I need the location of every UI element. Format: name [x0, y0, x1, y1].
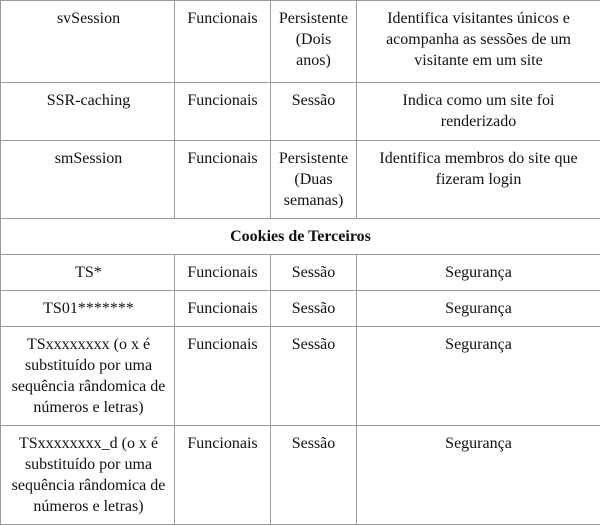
table-row — [1, 1, 600, 83]
table-row — [1, 255, 600, 291]
cookie-type: Funcionais — [175, 327, 271, 426]
cookie-type: Funcionais — [175, 1, 271, 83]
cookie-name: TS01******* — [1, 291, 175, 327]
cookie-purpose: Indica como um site foi renderizado — [357, 83, 600, 141]
table-row — [1, 141, 600, 219]
cookie-type: Funcionais — [175, 291, 271, 327]
cookie-duration: Sessão — [271, 83, 357, 141]
cookie-duration: Sessão — [271, 291, 357, 327]
cookie-name: SSR-caching — [1, 83, 175, 141]
cookie-duration: Persistente (Dois anos) — [271, 1, 357, 83]
cookie-duration: Sessão — [271, 426, 357, 525]
section-title: Cookies de Terceiros — [1, 219, 600, 255]
table-row — [1, 291, 600, 327]
cookie-name: svSession — [1, 1, 175, 83]
table-row — [1, 83, 600, 141]
cookie-duration: Sessão — [271, 255, 357, 291]
table-row — [1, 327, 600, 426]
cookie-type: Funcionais — [175, 141, 271, 219]
cookie-name: smSession — [1, 141, 175, 219]
cookie-duration: Persistente (Duas semanas) — [271, 141, 357, 219]
cookie-purpose: Segurança — [357, 327, 600, 426]
cookie-name: TSxxxxxxxx_d (o x é substituído por uma sequência rândomica de números e letras) — [1, 426, 175, 525]
cookie-type: Funcionais — [175, 255, 271, 291]
cookie-name: TSxxxxxxxx (o x é substituído por uma sequência rândomica de números e letras) — [1, 327, 175, 426]
cookie-purpose: Segurança — [357, 426, 600, 525]
table-row — [1, 426, 600, 525]
cookie-duration: Sessão — [271, 327, 357, 426]
cookie-purpose: Identifica membros do site que fizeram login — [357, 141, 600, 219]
cookie-purpose: Segurança — [357, 255, 600, 291]
cookie-name: TS* — [1, 255, 175, 291]
cookie-purpose: Identifica visitantes únicos e acompanha as sessões de um visitante em um site — [357, 1, 600, 83]
section-header-row — [1, 219, 600, 255]
cookie-purpose: Segurança — [357, 291, 600, 327]
cookie-type: Funcionais — [175, 83, 271, 141]
cookie-type: Funcionais — [175, 426, 271, 525]
